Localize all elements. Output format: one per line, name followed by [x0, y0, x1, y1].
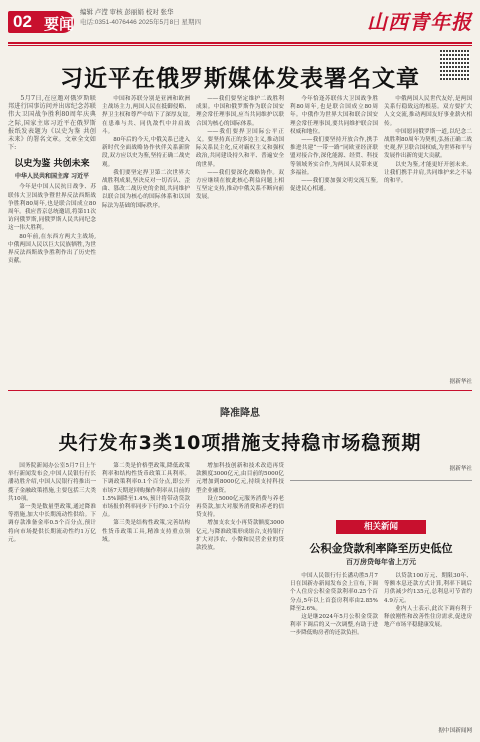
paragraph: 第一类是数量型政策,通过降准等措施,加大中长期流动性供给。下调存款准备金率0.5个百分点,预计将向市场提供长期流动性约1万亿元。	[8, 504, 96, 543]
top-article-body	[8, 95, 472, 387]
paragraph: 这是继2024年5月公积金贷款利率下调后的又一次调整,有助于进一步降低购房者的还款负担。	[290, 614, 378, 637]
essay-title-block	[8, 156, 96, 180]
header-rule	[8, 42, 472, 44]
related-news-tag: 相关新闻	[336, 520, 426, 534]
paragraph: 我们要坚定捍卫第二次世界大战胜利成果,坚决反对一切否认、歪曲、篡改二战历史的企图,共同维护以联合国为核心的国际体系和以国际法为基础的国际秩序。	[102, 169, 190, 209]
top-headline: 习近平在俄罗斯媒体发表署名文章	[60, 66, 420, 92]
article-column-4	[290, 95, 378, 387]
date-line: 电话:0351-4076446 2025年5月8日 星期四	[80, 19, 202, 26]
paragraph: ——我们要坚持开放合作,携手推进共建“一带一路”同欧亚经济联盟对接合作,深化能源、经贸、科技等领域务实合作,为两国人民带来更多福祉。	[290, 137, 378, 176]
related-source: 据中国新闻网	[438, 728, 472, 734]
page-number-badge	[8, 11, 74, 33]
related-column-2	[384, 572, 472, 734]
paragraph: 增加科技创新和技术改造再贷款额度3000亿元,由目前的5000亿元增加到8000亿元,持续支持科技型企业融资。	[196, 463, 284, 494]
paragraph: 第二类是价格型政策,降低政策利率和结构性货币政策工具利率。下调政策利率0.1个百分点,即公开市场7天期逆回购操作利率从目前的1.5%调降至1.4%,预计将带动贷款市场报价利率同步下行约0.1个百分点。	[102, 463, 190, 519]
paragraph: 以史为鉴,才能更好开创未来。让我们携手并肩,共同维护来之不易的和平。	[384, 161, 472, 185]
paragraph: ——我们要坚定维护二战胜利成果。中国和俄罗斯作为联合国安理会常任理事国,应当共同维护以联合国为核心的国际体系。	[196, 96, 284, 127]
header-meta	[80, 8, 201, 28]
paragraph: 以贷款100万元、期限30年、等额本息还款方式计算,利率下调后月供减少约135元,总利息可节省约4.9万元。	[384, 573, 472, 604]
article-column-1	[8, 95, 96, 387]
paragraph: 第三类是结构性政策,完善结构性货币政策工具,精准支持重点领域。	[102, 520, 190, 543]
section-name: 要闻	[44, 15, 75, 33]
article-column-3	[196, 462, 284, 734]
article-column-1	[8, 462, 96, 734]
paragraph: 业内人士表示,此次下调有利于释放刚性和改善性住房需求,促进房地产市场平稳健康发展。	[384, 605, 472, 629]
box-rule	[290, 480, 472, 481]
essay-title: 以史为鉴 共创未来	[14, 159, 90, 170]
paragraph: 中国和苏联分别是亚洲和欧洲主战场主力,两国人民在抵御侵略、捍卫主权和尊严中结下了深厚友谊,在患难与共、同仇敌忾中并肩战斗。	[102, 96, 190, 135]
article-column-2	[102, 462, 190, 734]
article-column-5	[384, 95, 472, 387]
paragraph: ——我们要加强文明交流互鉴,促进民心相通。	[290, 178, 378, 193]
paragraph: 今年恰逢苏联伟大卫国战争胜利80周年,也是联合国成立80周年。中俄作为世界大国和联合国安理会常任理事国,要共同维护联合国权威和地位。	[290, 96, 378, 135]
paragraph: 中俄两国人民世代友好,是两国关系行稳致远的根基。双方要扩大人文交流,推动两国友好事业薪火相传。	[384, 96, 472, 127]
paragraph: 设立5000亿元服务消费与养老再贷款,加大对服务消费和养老的信贷支持。	[196, 495, 284, 519]
editor-line: 编辑 卢滢 审核 彭丽娟 校对 张华	[80, 9, 174, 16]
paragraph: 中国人民银行行长潘功胜5月7日在国新办新闻发布会上宣布,下调个人住房公积金贷款利率0.25个百分点,5年以上首套房利率由2.85%降至2.6%。	[290, 573, 378, 612]
article-source: 据新华社	[449, 466, 472, 472]
essay-author: 中华人民共和国主席 习近平	[14, 173, 90, 181]
related-column-1	[290, 572, 378, 734]
section-divider	[8, 390, 472, 391]
related-subhead: 百万房贷每年省上万元	[346, 557, 416, 566]
paragraph: 80年后的今天,中俄关系已进入新时代全面战略协作伙伴关系新阶段,双方应以史为鉴,坚持正确二战史观。	[102, 137, 190, 168]
paragraph: 国务院新闻办公室5月7日上午举行新闻发布会,中国人民银行行长潘功胜介绍,中国人民银行将推出一揽子金融政策措施,主要包括三大类共10项。	[8, 463, 96, 502]
article-column-3	[196, 95, 284, 387]
second-article-body	[8, 462, 472, 734]
paragraph: 今年是中国人民抗日战争、苏联伟大卫国战争暨世界反法西斯战争胜利80周年,也是联合国成立80周年。我应普京总统邀请,将第11次访问俄罗斯,同俄罗斯人民共同纪念这一伟大胜利。	[8, 184, 96, 232]
page-number: 02	[13, 12, 32, 31]
paragraph: 中国愿同俄罗斯一道,以纪念二战胜利80周年为契机,弘扬正确二战史观,捍卫联合国权威,为世界和平与发展作出新的更大贡献。	[384, 128, 472, 160]
related-headline: 公积金贷款利率降至历史低位	[309, 542, 453, 555]
article-lead: 5月7日,在应邀对俄罗斯联邦进行国事访问并出席纪念苏联伟大卫国战争胜利80周年庆典之际,国家主席习近平在俄罗斯报纸发表题为《以史为鉴 共创未来》的署名文章。文章全文如下:	[8, 95, 96, 152]
newspaper-logo: 山西青年报	[367, 10, 472, 34]
related-news-box	[290, 462, 472, 734]
article-kicker: 降准降息	[220, 408, 260, 419]
paragraph: ——我们要深化战略协作。双方应继续在彼此核心利益问题上相互坚定支持,推动中俄关系不断向前发展。	[196, 169, 284, 201]
paragraph: ——我们要捍卫国际公平正义。要坚持真正的多边主义,推动国际关系民主化,反对霸权主义和强权政治,共同建设持久和平、普遍安全的世界。	[196, 128, 284, 168]
header-rule-thin	[8, 45, 472, 46]
article-column-2	[102, 95, 190, 387]
paragraph: 80年前,在东西方两大主战场,中俄两国人民以巨大民族牺牲,为世界反法西斯战争胜利作出了历史性贡献。	[8, 233, 96, 265]
second-headline: 央行发布3类10项措施支持稳市场稳预期	[58, 432, 422, 454]
paragraph: 增加支农支小再贷款额度3000亿元,与降准政策形成组合,支持银行扩大对涉农、小微和民营企业的贷款投放。	[196, 520, 284, 552]
page-header	[0, 0, 480, 50]
article-source: 据新华社	[449, 379, 472, 385]
